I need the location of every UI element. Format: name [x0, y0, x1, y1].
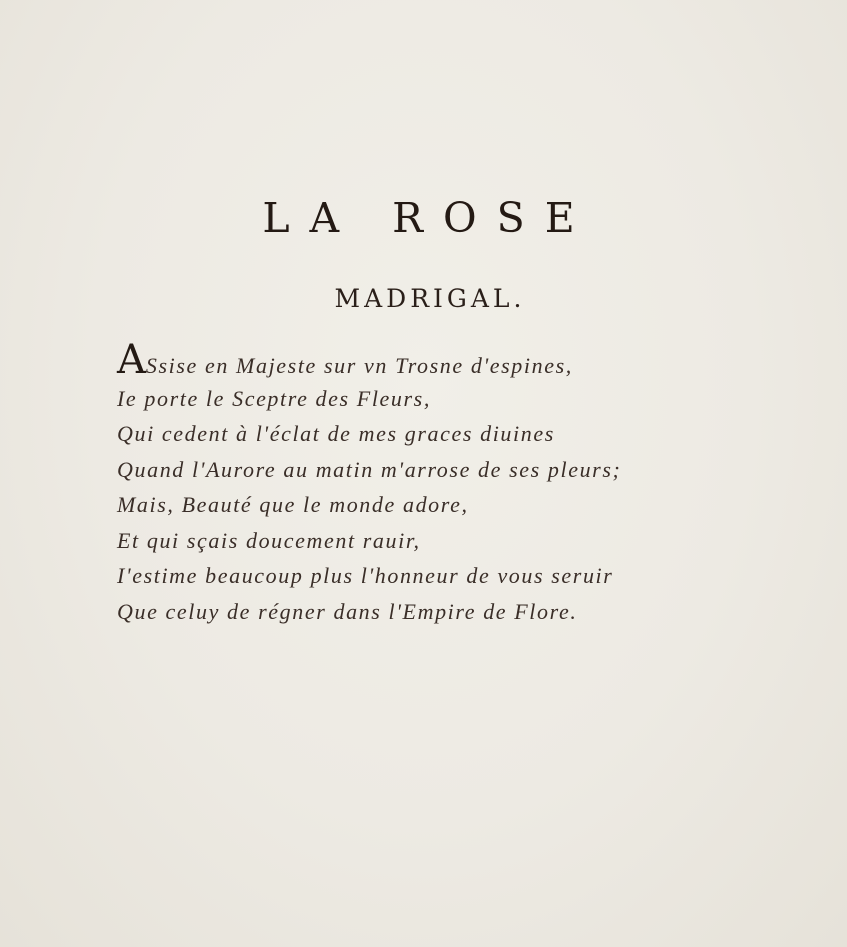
poem-body	[117, 337, 737, 629]
poem-line-7: I'estime beaucoup plus l'honneur de vous seruir	[117, 563, 614, 588]
drop-initial: A	[117, 337, 146, 383]
poem-line-6: Et qui sçais doucement rauir,	[117, 527, 421, 553]
poem-line-2: Ie porte le Sceptre des Fleurs,	[117, 385, 431, 411]
poem-line-5: Mais, Beauté que le monde adore,	[117, 492, 469, 517]
poem-line-3: Qui cedent à l'éclat de mes graces diuines	[117, 421, 555, 446]
poem-line-text: Ssise en Majeste sur vn Trosne d'espines,	[145, 353, 573, 378]
poem-line-4: Quand l'Aurore au matin m'arrose de ses pleurs;	[117, 456, 622, 482]
poem-line-8: Que celuy de régner dans l'Empire de Flore.	[117, 598, 578, 624]
poem-line-1	[117, 337, 737, 383]
poem-title: LA ROSE	[262, 194, 595, 242]
poem-subtitle: MADRIGAL.	[334, 284, 526, 313]
